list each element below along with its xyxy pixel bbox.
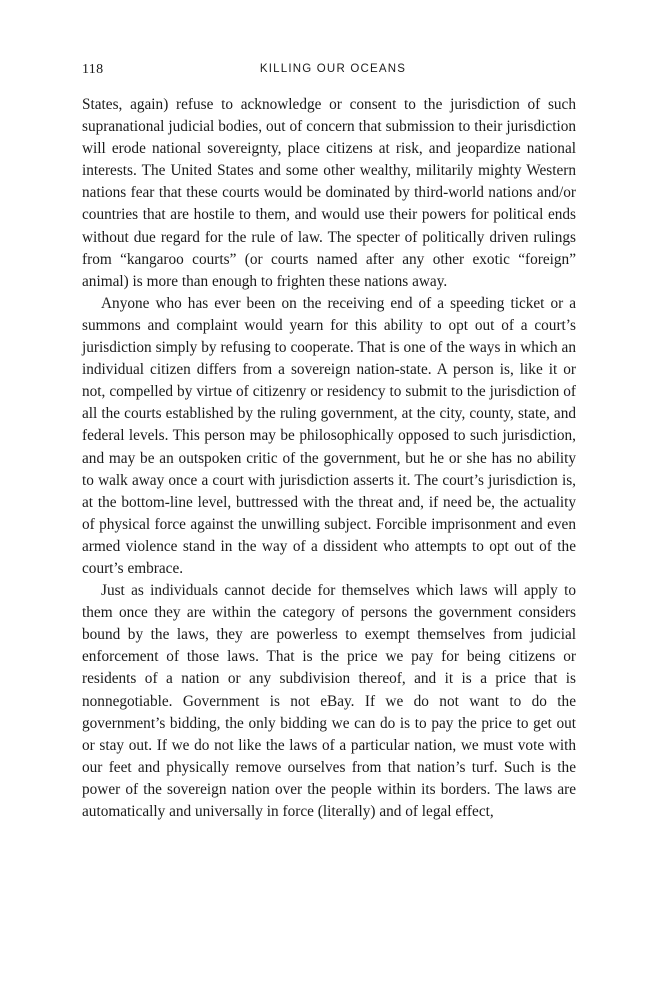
running-head — [82, 60, 576, 82]
body-text — [82, 94, 576, 823]
paragraph-continued: States, again) refuse to acknowledge or consent to the jurisdiction of such supranational judicial bodies, out of concern that submission to their jurisdiction will erode national sovereignty, place citizens at risk, and jeopardize national interests. The United States and some other wealthy, militarily mighty Western nations fear that these courts would be dominated by third-world nations and/or countries that are hostile to them, and would use their powers for political ends without due regard for the rule of law. The specter of politically driven rulings from “kangaroo courts” (or courts named after any other exotic “foreign” animal) is more than enough to frighten these nations away. — [82, 96, 576, 290]
paragraph: Just as individuals cannot decide for themselves which laws will apply to them once they are within the category of persons the government considers bound by the laws, they are powerless to exempt themselves from judicial enforcement of those laws. That is the price we pay for being citizens or residents of a nation or any subdivision thereof, and it is a price that is nonnegotiable. Government is not eBay. If we do not want to do the government’s bidding, the only bidding we can do is to pay the price to get out or stay out. If we do not like the laws of a particular nation, we must vote with our feet and physically remove ourselves from that nation’s turf. Such is the power of the sovereign nation over the people within its borders. The laws are automatically and universally in force (literally) and of legal effect, — [82, 582, 576, 820]
running-title: KILLING OUR OCEANS — [259, 63, 407, 75]
book-page — [82, 60, 576, 823]
paragraph: Anyone who has ever been on the receiving end of a speeding ticket or a summons and complaint would yearn for this ability to opt out of a court’s jurisdiction simply by refusing to cooperate. That is one of the ways in which an individual citizen differs from a sovereign nation-state. A person is, like it or not, compelled by virtue of citizenry or residency to submit to the jurisdiction of all the courts established by the ruling government, at the city, county, state, and federal levels. This person may be philosophically opposed to such jurisdiction, and may be an outspoken critic of the government, but he or she has no ability to walk away once a court with jurisdiction asserts it. The court’s jurisdiction is, at the bottom-line level, buttressed with the threat and, if need be, the actuality of physical force against the unwilling subject. Forcible imprisonment and even armed violence stand in the way of a dissident who attempts to opt out of the court’s embrace. — [82, 294, 576, 577]
page-number: 118 — [82, 62, 104, 77]
